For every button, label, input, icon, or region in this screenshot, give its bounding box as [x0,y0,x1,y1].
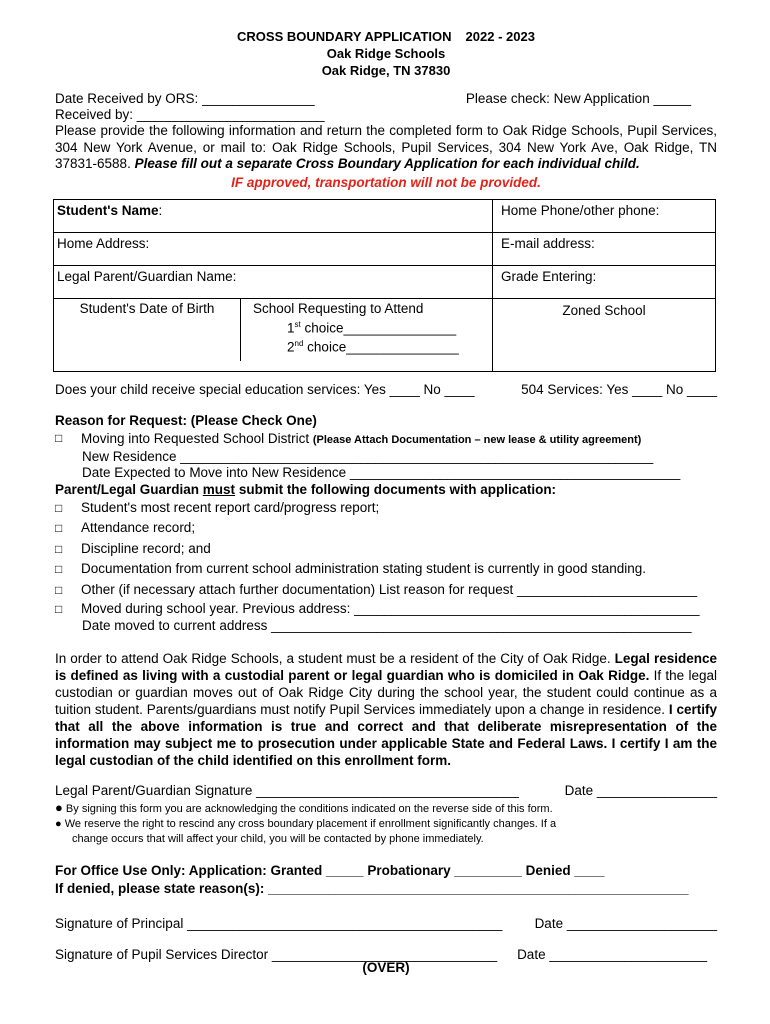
grade-entering-field[interactable] [493,265,716,298]
date-moved-field[interactable]: Date moved to current address ________________________________________________________ [82,618,692,633]
signature-note-1 [55,800,717,817]
documents-heading [55,481,717,498]
office-decision-line[interactable]: For Office Use Only: Application: Granted _____ Probationary _________ Denied ____ [55,863,605,878]
bullet-icon: ● [55,800,63,815]
doc-item-label: Other (if necessary attach further documentation) List reason for request ________________________ [81,581,698,597]
transport-note: IF approved, transportation will not be provided. [231,174,541,190]
documents-heading-pre: Parent/Legal Guardian [55,481,203,497]
first-choice-sup: st [294,319,301,329]
signature-notes [55,800,717,847]
student-name-label: Student's Name [57,202,159,218]
first-choice-num: 1 [287,320,295,335]
checkbox-icon[interactable]: □ [55,430,63,445]
checkbox-icon[interactable]: □ [55,541,63,556]
moving-checkbox-row[interactable] [55,430,717,449]
director-signature-field[interactable]: Signature of Pupil Services Director ______________________________ [55,947,498,962]
received-by-field[interactable]: Received by: _________________________ [55,107,325,122]
moving-label: Moving into Requested School District [81,430,310,446]
signature-note-1-text: By signing this form you are acknowledging the conditions indicated on the reverse side of this form. [65,803,553,815]
doc-item[interactable] [55,539,717,560]
doc-item[interactable] [55,600,717,618]
instructions-text: Please provide the following information and return the completed form to Oak Ridge Schools, Pupil Services, 304 New York Avenue, or mail to: Oak Ridge Schools, Pupil Services, 304 New York Ave, Oak Ridge, TN 37831-6588. [55,123,717,171]
zoned-school-label: Zoned School [562,302,646,318]
legal-p4: I certify that all the above information is true and correct and that deliberate misrepresentation of the information may subject me to prosecution under applicable State and Federal Laws. I certify I am the legal custodian of the child identified on this enrollment form. [55,702,717,768]
guardian-name-label: Legal Parent/Guardian Name: [57,268,237,284]
checkbox-icon[interactable]: □ [55,562,63,576]
student-name-colon: : [158,202,163,218]
doc-item[interactable] [55,498,717,519]
reason-heading: Reason for Request: (Please Check One) [55,412,317,428]
second-choice-line[interactable] [253,336,492,356]
director-date-field[interactable]: Date _____________________ [517,947,707,962]
moving-note: (Please Attach Documentation – new lease & utility agreement) [312,433,642,446]
over-label: (OVER) [362,960,410,975]
form-header [55,28,717,79]
school-requesting-field[interactable] [241,299,492,361]
form-title: CROSS BOUNDARY APPLICATION [237,29,452,44]
new-residence-field[interactable]: New Residence _______________________________________________________________ [82,448,654,464]
legal-p3: If the legal custodian or guardian moves out of Oak Ridge City during the school year, the student could continue as a tuition student. Parents/guardians must notify Pupil Services immediately upon a change in residence. [55,668,717,717]
documents-heading-post: submit the following documents with application: [235,481,557,497]
documents-section [55,481,717,635]
bullet-icon: ● [55,818,62,830]
instructions [55,123,717,173]
school-year: 2022 - 2023 [465,29,535,44]
guardian-signature-field[interactable]: Legal Parent/Guardian Signature ___________________________________ [55,783,519,798]
intro [55,91,717,190]
special-ed-question[interactable]: Does your child receive special education services: Yes ____ No ____ [55,381,475,397]
email-field[interactable] [493,232,716,265]
second-choice-num: 2 [287,339,295,355]
district-name: Oak Ridge Schools [326,46,446,61]
doc-item[interactable] [55,559,717,580]
doc-item[interactable] [55,580,717,601]
guardian-name-field[interactable] [54,265,493,298]
signature-note-2 [55,817,717,832]
legal-p2: Legal residence is defined as living with a custodial parent or legal guardian who is domiciled in Oak Ridge. [55,651,717,683]
email-label: E-mail address: [501,235,595,251]
district-city: Oak Ridge, TN 37830 [321,63,451,78]
special-ed-row [55,382,717,397]
first-choice-line[interactable] [253,317,492,337]
principal-signature-row [55,916,717,931]
grade-entering-label: Grade Entering: [501,268,597,284]
checkbox-icon[interactable]: □ [55,521,63,535]
guardian-signature-row [55,783,717,798]
signature-note-2-text: We reserve the right to rescind any cross boundary placement if enrollment significantly changes. If a [64,818,557,830]
legal-statement [55,650,717,769]
home-phone-label: Home Phone/other phone: [501,202,660,218]
dob-label: Student's Date of Birth [79,300,215,316]
office-use-section [55,862,717,898]
home-phone-field[interactable] [493,199,716,232]
principal-date-field[interactable]: Date ____________________ [534,916,717,931]
first-choice-blank: choice_______________ [300,320,457,335]
doc-item-label: Discipline record; and [81,540,211,556]
denial-reason-line[interactable]: If denied, please state reason(s): ________________________________________________________ [55,881,689,896]
documents-heading-must: must [202,481,236,497]
signature-note-2-cont: change occurs that will affect your child, you will be contacted by phone immediately. [72,833,484,845]
school-requesting-label: School Requesting to Attend [253,300,424,316]
instructions-emphasis: Please fill out a separate Cross Boundary Application for each individual child. [134,156,640,171]
date-expected-field[interactable]: Date Expected to Move into New Residence ____________________________________________ [82,464,681,480]
doc-item-label: Documentation from current school administration stating student is currently in good standing. [81,561,647,576]
services-504[interactable]: 504 Services: Yes ____ No ____ [521,381,717,397]
checkbox-icon[interactable]: □ [55,582,63,597]
principal-signature-field[interactable]: Signature of Principal __________________________________________ [55,916,503,931]
doc-item[interactable] [55,518,717,539]
checkbox-icon[interactable]: □ [55,500,63,515]
dob-field[interactable] [54,299,241,361]
doc-item-label: Moved during school year. Previous address: ______________________________________________ [81,601,700,616]
legal-p1: In order to attend Oak Ridge Schools, a student must be a resident of the City of Oak Ridge. [55,651,611,666]
checkbox-icon[interactable]: □ [55,602,63,616]
second-choice-blank: choice_______________ [303,339,459,355]
home-address-field[interactable] [54,232,493,265]
zoned-school-field[interactable] [493,298,716,371]
reason-section [55,412,717,481]
doc-item-label: Attendance record; [81,520,196,535]
date-received-field[interactable]: Date Received by ORS: _______________ [55,91,315,106]
student-info-table [53,199,716,372]
form-page [55,28,717,975]
new-application-check[interactable]: Please check: New Application _____ [465,91,691,106]
guardian-date-field[interactable]: Date ________________ [564,783,717,798]
home-address-label: Home Address: [57,235,150,251]
second-choice-sup: nd [294,339,304,348]
doc-item-label: Student's most recent report card/progress report; [81,499,380,515]
header-title-line [55,28,717,45]
student-name-field[interactable] [54,199,493,232]
